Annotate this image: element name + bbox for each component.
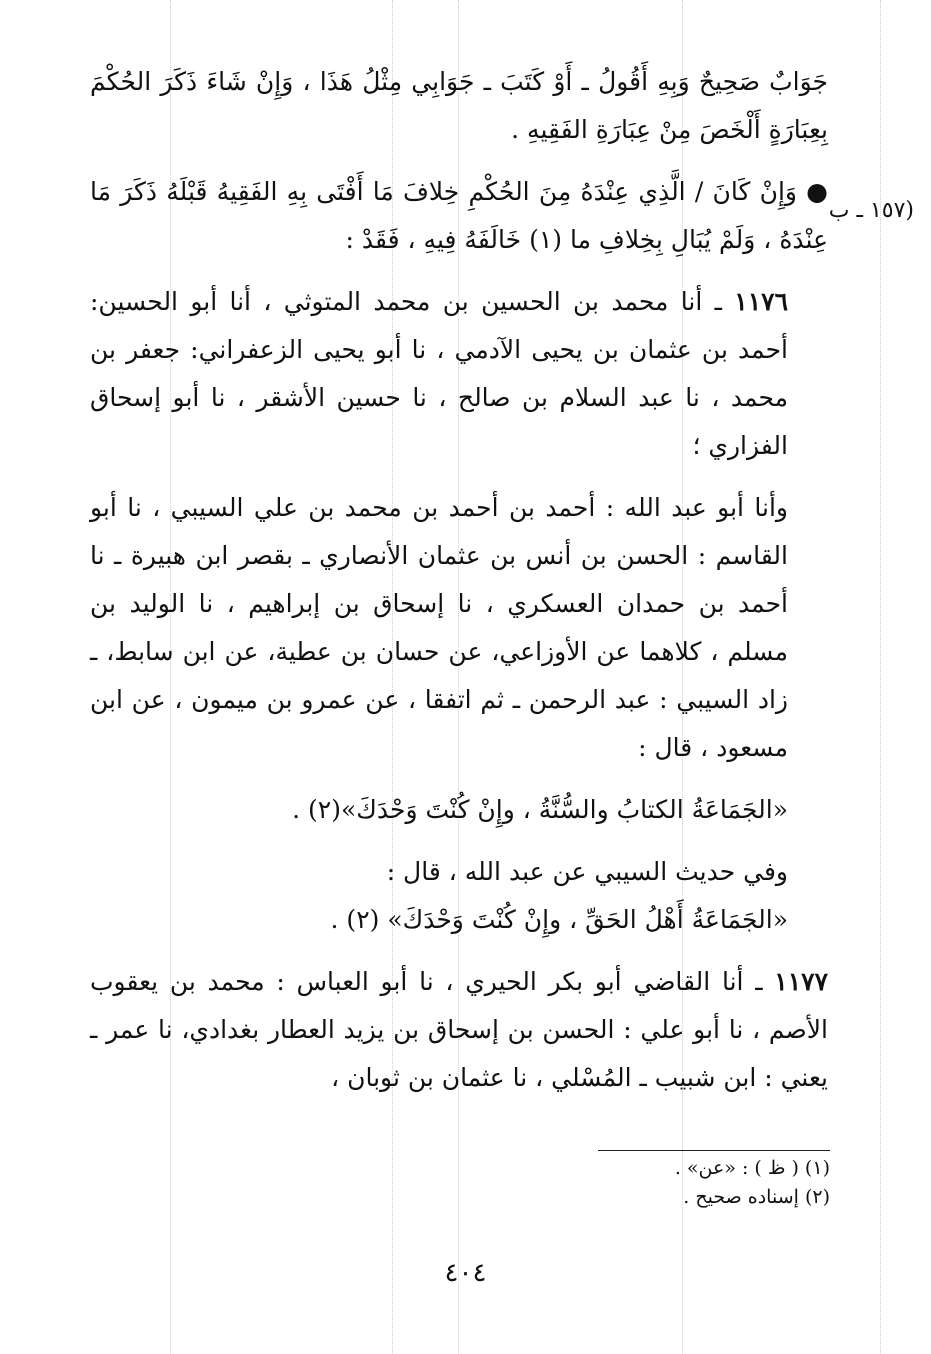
- footnotes: [675, 1154, 830, 1212]
- quote: «الجَمَاعَةُ الكتابُ والسُّنَّةُ ، وإِنْ كُنْتَ وَحْدَكَ»(٢) .: [292, 795, 788, 824]
- hadith-number: ١١٧٦: [734, 287, 788, 316]
- hadith-text: ـ أنا محمد بن الحسين بن محمد المتوثي ، أنا أبو الحسين: أحمد بن عثمان بن يحيى الآدمي ، نا أبو يحيى الزعفراني: جعفر بن محمد ، نا عبد السلام بن صالح ، نا حسين الأشقر ، نا أبو إسحاق الفزاري ؛: [90, 287, 788, 460]
- hadith-number: ١١٧٧: [774, 967, 828, 996]
- paragraph: وأنا أبو عبد الله : أحمد بن أحمد بن محمد بن علي السيبي ، نا أبو القاسم : الحسن بن أنس بن عثمان الأنصاري ـ بقصر ابن هبيرة ـ نا أحمد بن حمدان العسكري ، نا إسحاق بن إبراهيم ، نا الوليد بن مسلم ، كلاهما عن الأوزاعي، عن حسان بن عطية، عن ابن سابط، ـ زاد السيبي : عبد الرحمن ـ ثم اتفقا ، عن عمرو بن ميمون ، عن ابن مسعود ، قال :: [90, 493, 788, 762]
- hadith-entry: [90, 278, 828, 470]
- hadith-text: ـ أنا القاضي أبو بكر الحيري ، نا أبو العباس : محمد بن يعقوب الأصم ، نا أبو علي : الحسن بن إسحاق بن يزيد العطار بغدادي، نا عمر ـ يعني : ابن شبيب ـ المُسْلي ، نا عثمان بن ثوبان ،: [90, 967, 828, 1092]
- quote: «الجَمَاعَةُ أَهْلُ الحَقِّ ، وإِنْ كُنْتَ وَحْدَكَ» (٢) .: [330, 905, 788, 934]
- paragraph: وفي حديث السيبي عن عبد الله ، قال :: [386, 857, 788, 886]
- paragraph: جَوَابٌ صَحِيحٌ وَبِهِ أَقُولُ ـ أَوْ كَتَبَ ـ جَوَابِي مِثْلُ هَذَا ، وَإِنْ شَاءَ ذَكَرَ الحُكْمَ بِعِبَارَةٍ أَلْخَصَ مِنْ عِبَارَةِ الفَقِيهِ .: [90, 67, 828, 144]
- margin-folio-note: (١٥٧ ـ ب: [828, 198, 914, 223]
- footnote: (٢) إسناده صحيح .: [683, 1186, 830, 1208]
- page-number: ٤٠٤: [444, 1258, 487, 1288]
- paragraph: ● وَإِنْ كَانَ / الَّذِي عِنْدَهُ مِنَ الحُكْمِ خِلافَ مَا أَفْتَى بِهِ الفَقِيهُ قَبْلَهُ ذَكَرَ مَا عِنْدَهُ ، وَلَمْ يُبَالِ بِخِلافِ ما (١) خَالَفَهُ فِيهِ ، فَقَدْ :: [90, 177, 828, 254]
- footnote: (١) ( ظ ) : «عن» .: [674, 1157, 830, 1179]
- page-body: [90, 58, 914, 1102]
- hadith-entry: [90, 958, 828, 1102]
- footnote-divider: [598, 1150, 830, 1151]
